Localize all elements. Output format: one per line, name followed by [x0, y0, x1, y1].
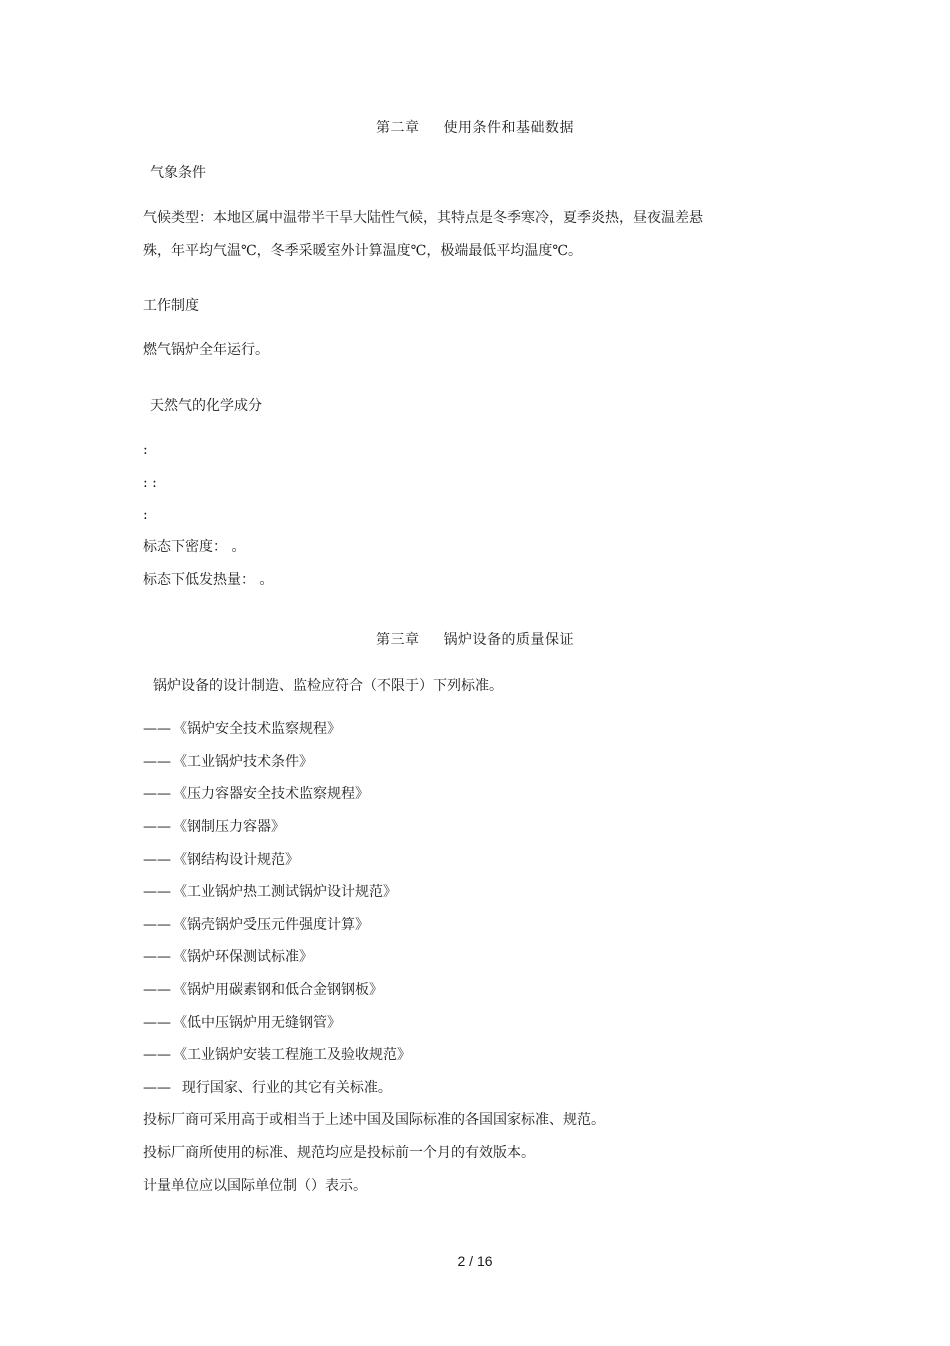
standard-item: [143, 882, 397, 902]
weather-text-line-1: 气候类型：本地区属中温带半干旱大陆性气候，其特点是冬季寒冷，夏季炎热，昼夜温差悬: [143, 210, 703, 226]
gas-row-1: :: [143, 442, 148, 458]
standard-title: 《锅壳锅炉受压元件强度计算》: [173, 917, 369, 933]
standard-item: [143, 719, 341, 739]
page-number: 2 / 16: [457, 1253, 493, 1269]
standard-item: [143, 817, 285, 837]
standard-title: 《工业锅炉热工测试锅炉设计规范》: [173, 884, 397, 900]
note-1: 投标厂商可采用高于或相当于上述中国及国际标准的各国国家标准、规范。: [143, 1112, 605, 1128]
chapter-3-number: 第三章: [376, 632, 420, 648]
standard-item: [143, 947, 313, 967]
standard-title: 《钢制压力容器》: [173, 819, 285, 835]
standard-dash: ——: [143, 819, 171, 835]
work-text: 燃气锅炉全年运行。: [143, 342, 269, 358]
standard-item: [143, 1045, 411, 1065]
standard-title: 现行国家、行业的其它有关标准。: [173, 1080, 392, 1096]
gas-row-3: :: [143, 507, 148, 523]
standard-title: 《锅炉用碳素钢和低合金钢钢板》: [173, 982, 383, 998]
standard-item: [143, 1013, 341, 1033]
chapter-2-title: 使用条件和基础数据: [443, 120, 574, 136]
standard-title: 《锅炉环保测试标准》: [173, 949, 313, 965]
standard-dash: ——: [143, 1047, 171, 1063]
weather-text-line-2: 殊，年平均气温℃，冬季采暖室外计算温度℃，极端最低平均温度℃。: [143, 243, 582, 259]
gas-density: 标态下密度： 。: [143, 539, 246, 555]
standard-title: 《低中压锅炉用无缝钢管》: [173, 1015, 341, 1031]
chapter-2-number: 第二章: [376, 120, 420, 136]
standard-dash: ——: [143, 1015, 171, 1031]
standard-title: 《钢结构设计规范》: [173, 852, 299, 868]
standard-title: 《工业锅炉技术条件》: [173, 754, 313, 770]
chapter-2-heading: [0, 118, 950, 138]
note-2: 投标厂商所使用的标准、规范均应是投标前一个月的有效版本。: [143, 1145, 535, 1161]
standard-dash: ——: [143, 884, 171, 900]
gas-row-2: : :: [143, 475, 157, 491]
standard-title: 《工业锅炉安装工程施工及验收规范》: [173, 1047, 411, 1063]
standard-item: [143, 784, 369, 804]
standard-dash: ——: [143, 949, 171, 965]
standard-item: [143, 850, 299, 870]
standard-dash: ——: [143, 1080, 171, 1096]
standard-dash: ——: [143, 852, 171, 868]
standard-dash: ——: [143, 721, 171, 737]
standard-dash: ——: [143, 982, 171, 998]
gas-heading: 天然气的化学成分: [150, 398, 262, 414]
standard-item: [143, 1078, 392, 1098]
standard-dash: ——: [143, 786, 171, 802]
chapter-3-intro: 锅炉设备的设计制造、监检应符合（不限于）下列标准。: [153, 678, 503, 694]
standard-item: [143, 915, 369, 935]
standard-title: 《锅炉安全技术监察规程》: [173, 721, 341, 737]
standard-item: [143, 752, 313, 772]
chapter-3-heading: [0, 630, 950, 650]
standard-dash: ——: [143, 754, 171, 770]
standard-title: 《压力容器安全技术监察规程》: [173, 786, 369, 802]
standard-dash: ——: [143, 917, 171, 933]
chapter-3-title: 锅炉设备的质量保证: [443, 632, 574, 648]
gas-heat-value: 标态下低发热量： 。: [143, 572, 274, 588]
standard-item: [143, 980, 383, 1000]
weather-heading: 气象条件: [150, 165, 206, 181]
note-3: 计量单位应以国际单位制（）表示。: [143, 1178, 367, 1194]
work-heading: 工作制度: [143, 298, 199, 314]
